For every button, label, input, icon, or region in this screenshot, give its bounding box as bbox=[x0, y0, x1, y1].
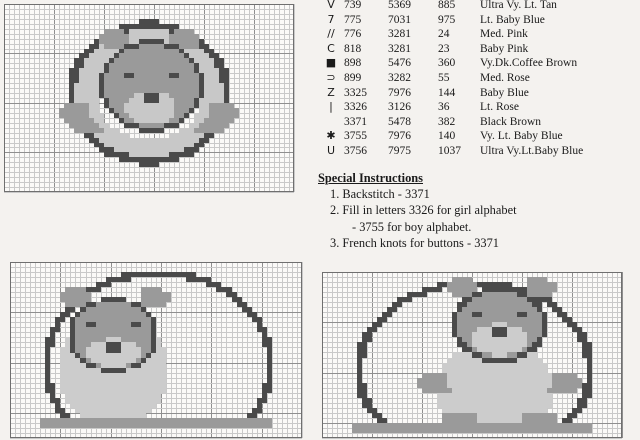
legend-anchor: 5478 bbox=[388, 115, 411, 128]
legend-anchor: 7976 bbox=[388, 130, 411, 143]
legend-anchor: 3126 bbox=[388, 101, 411, 114]
legend-anchor: 7976 bbox=[388, 86, 411, 99]
legend-anchor: 5369 bbox=[388, 0, 411, 11]
legend-madeira: 975 bbox=[438, 13, 456, 26]
legend-dmc: 3326 bbox=[344, 101, 367, 114]
legend-color-name: Lt. Rose bbox=[480, 101, 519, 114]
legend-color-name: Baby Blue bbox=[480, 86, 529, 99]
legend-color-name: Black Brown bbox=[480, 115, 542, 128]
legend-dmc: 3756 bbox=[344, 144, 367, 157]
legend-madeira: 36 bbox=[438, 101, 450, 114]
special-instructions bbox=[318, 170, 640, 252]
legend-symbol: Z bbox=[327, 85, 335, 99]
legend-row bbox=[318, 27, 640, 42]
legend-madeira: 23 bbox=[438, 42, 450, 55]
legend-dmc: 898 bbox=[344, 57, 362, 70]
legend-madeira: 360 bbox=[438, 57, 456, 70]
legend-dmc: 818 bbox=[344, 42, 362, 55]
legend-madeira: 55 bbox=[438, 71, 450, 84]
legend-anchor: 3281 bbox=[388, 42, 411, 55]
legend-dmc: 776 bbox=[344, 28, 362, 41]
legend-dmc: 775 bbox=[344, 13, 362, 26]
legend-row bbox=[318, 129, 640, 144]
chart-border-br bbox=[322, 272, 622, 438]
legend-table bbox=[318, 0, 640, 159]
chart-border-top bbox=[4, 4, 294, 192]
legend-madeira: 382 bbox=[438, 115, 456, 128]
legend-row bbox=[318, 42, 640, 57]
floss-legend bbox=[318, 0, 640, 252]
instructions-heading: Special Instructions bbox=[318, 170, 423, 185]
legend-dmc: 3325 bbox=[344, 86, 367, 99]
legend-color-name: Med. Pink bbox=[480, 28, 528, 41]
legend-dmc: 899 bbox=[344, 71, 362, 84]
legend-symbol: ⊃ bbox=[326, 70, 336, 84]
legend-color-name: Lt. Baby Blue bbox=[480, 13, 545, 26]
instruction-item: 3. French knots for buttons - 3371 bbox=[330, 236, 499, 251]
instruction-item: - 3755 for boy alphabet. bbox=[352, 219, 472, 234]
legend-symbol: // bbox=[327, 27, 335, 41]
legend-color-name: Ultra Vy.Lt.Baby Blue bbox=[480, 144, 584, 157]
legend-row bbox=[318, 115, 640, 130]
legend-dmc: 3755 bbox=[344, 130, 367, 143]
legend-color-name: Vy.Dk.Coffee Brown bbox=[480, 57, 578, 70]
legend-row bbox=[318, 0, 640, 13]
legend-madeira: 24 bbox=[438, 28, 450, 41]
legend-symbol bbox=[318, 115, 344, 130]
legend-madeira: 1037 bbox=[438, 144, 461, 157]
sitting-bear-chart bbox=[322, 272, 622, 438]
legend-row bbox=[318, 56, 640, 71]
legend-symbol: C bbox=[327, 41, 335, 55]
bear-in-circle-chart bbox=[4, 4, 294, 192]
legend-anchor: 3282 bbox=[388, 71, 411, 84]
legend-row bbox=[318, 100, 640, 115]
legend-anchor: 5476 bbox=[388, 57, 411, 70]
legend-madeira: 144 bbox=[438, 86, 456, 99]
legend-symbol: 7 bbox=[327, 12, 335, 26]
legend-dmc: 739 bbox=[344, 0, 362, 11]
legend-madeira: 885 bbox=[438, 0, 456, 11]
legend-symbol: ■ bbox=[325, 56, 337, 70]
legend-row bbox=[318, 13, 640, 28]
legend-row bbox=[318, 144, 640, 159]
chart-border-bl bbox=[10, 262, 302, 438]
legend-color-name: Vy. Lt. Baby Blue bbox=[480, 130, 563, 143]
legend-symbol: ✱ bbox=[326, 129, 336, 143]
legend-anchor: 7031 bbox=[388, 13, 411, 26]
legend-dmc: 3371 bbox=[344, 115, 367, 128]
legend-madeira: 140 bbox=[438, 130, 456, 143]
legend-symbol: V bbox=[327, 0, 335, 11]
legend-color-name: Med. Rose bbox=[480, 71, 530, 84]
legend-anchor: 3281 bbox=[388, 28, 411, 41]
instruction-item: 1. Backstitch - 3371 bbox=[330, 186, 430, 201]
peeking-bear-chart bbox=[10, 262, 302, 438]
legend-row bbox=[318, 86, 640, 101]
legend-symbol: U bbox=[326, 143, 336, 157]
legend-symbol: | bbox=[329, 100, 333, 114]
legend-color-name: Ultra Vy. Lt. Tan bbox=[480, 0, 557, 11]
legend-color-name: Baby Pink bbox=[480, 42, 529, 55]
legend-anchor: 7975 bbox=[388, 144, 411, 157]
instruction-item: 2. Fill in letters 3326 for girl alphabet bbox=[330, 203, 517, 218]
legend-row bbox=[318, 71, 640, 86]
